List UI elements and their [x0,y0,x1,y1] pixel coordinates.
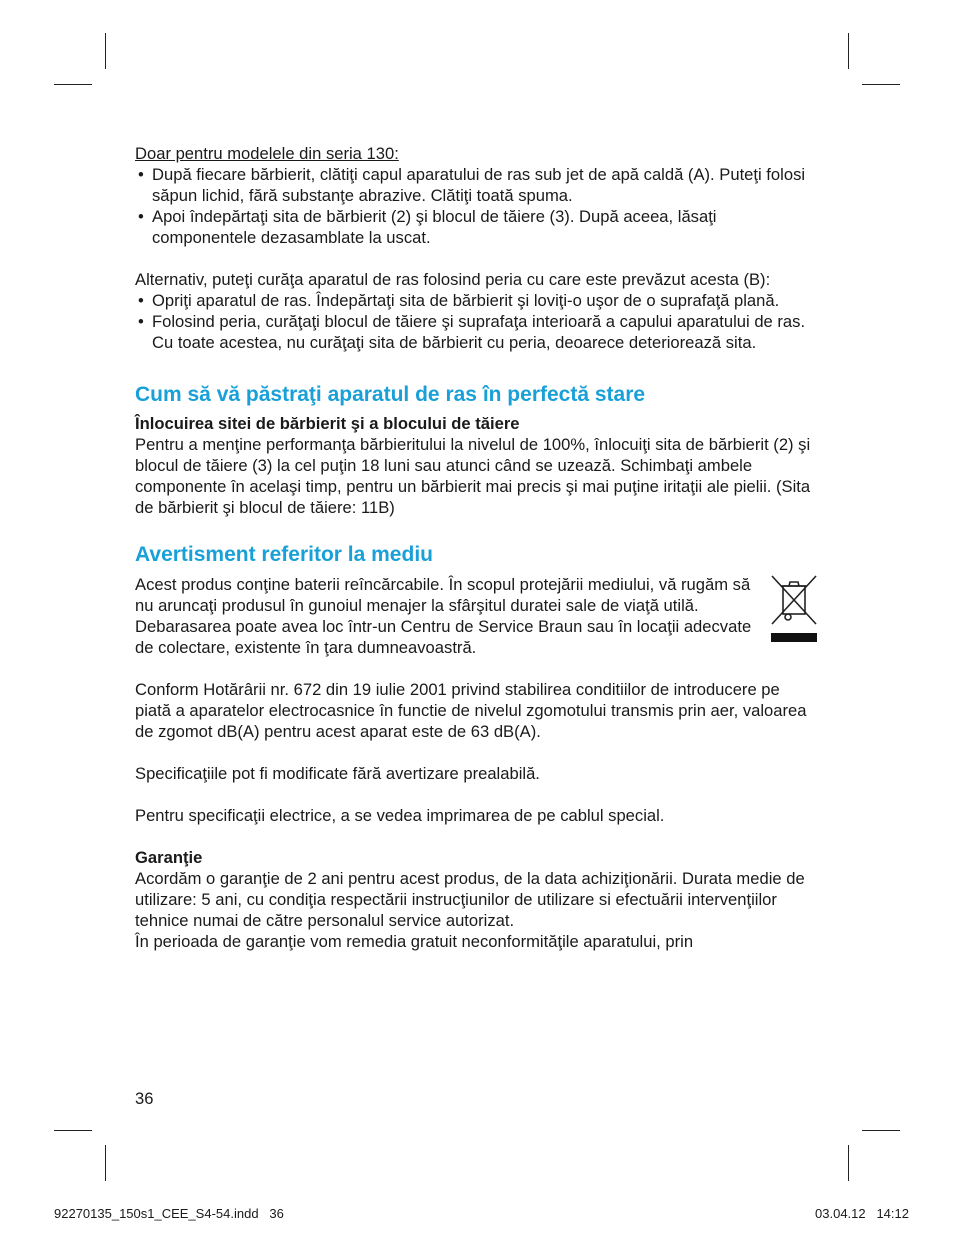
spec-notice: Specificaţiile pot fi modificate fără avertizare prealabilă. [135,764,540,783]
crop-mark [105,33,106,69]
noise-notice: Conform Hotărârii nr. 672 din 19 iulie 2001 privind stabilirea conditiilor de introducere pe piată a aparatelor electrocasnice în functie de nivelul zgomotului transmis prin aer, valoarea de zgomot dB(A) pentru acest aparat este de 63 dB(A). [135,680,807,741]
bullet: • [138,165,144,184]
crop-mark [54,84,92,85]
crop-mark [848,1145,849,1181]
warranty-body-continued: În perioada de garanţie vom remedia gratuit neconformităţile aparatului, prin [135,932,694,951]
list-item: • După fiecare bărbierit, clătiţi capul aparatului de ras sub jet de apă caldă (A). Puteţi folosi săpun lichid, fără substanţe abrazive. Clătiţi toată spuma. [138,165,806,205]
bullet: • [138,291,144,310]
environment-heading: Avertisment referitor la mediu [135,543,433,566]
section1-list [135,164,820,248]
maintenance-heading: Cum să vă păstraţi aparatul de ras în perfectă stare [135,383,646,406]
crop-mark [105,1145,106,1181]
list-item: • Apoi îndepărtaţi sita de bărbierit (2) şi blocul de tăiere (3). După aceea, lăsaţi componentele dezasamblate la uscat. [138,207,717,247]
crop-mark [862,84,900,85]
section1-intro: Doar pentru modelele din seria 130: [135,144,399,163]
footer-file-info: 92270135_150s1_CEE_S4-54.indd 36 [54,1206,284,1221]
environment-body: Acest produs conţine baterii reîncărcabile. În scopul protejării mediului, vă rugăm să nu aruncaţi produsul în gunoiul menajer la sfârşitul duratei sale de viaţă utilă. Debarasarea poate avea loc într-un Centru de Service Braun sau în locaţii adecvate de colectare, existente în ţara dumneavoastră. [135,575,752,657]
section2-list [135,290,820,353]
crop-mark [862,1130,900,1131]
bullet: • [138,312,144,331]
warranty-heading: Garanţie [135,848,203,867]
footer-timestamp: 03.04.12 14:12 [815,1206,909,1221]
crop-mark [848,33,849,69]
maintenance-subheading: Înlocuirea sitei de bărbierit şi a blocului de tăiere [135,414,520,433]
electric-notice: Pentru specificaţii electrice, a se vedea imprimarea de pe cablul special. [135,806,665,825]
bullet: • [138,207,144,226]
list-item: • Folosind peria, curăţaţi blocul de tăiere şi suprafaţa interioară a capului aparatului de ras. Cu toate acestea, nu curăţaţi sita de bărbierit cu peria, deoarece deteriorează sita. [138,312,806,352]
page-number: 36 [135,1089,154,1108]
section2-intro: Alternativ, puteţi curăţa aparatul de ras folosind peria cu care este prevăzut acesta (B): [135,270,771,289]
list-item: • Opriţi aparatul de ras. Îndepărtaţi sita de bărbierit şi loviţi-o uşor de o suprafaţă plană. [138,291,780,310]
environment-section [135,574,820,658]
crossed-out-wheelie-bin-icon [769,574,819,646]
page-content [135,143,820,952]
warranty-body: Acordăm o garanţie de 2 ani pentru acest produs, de la data achiziţionării. Durata medie de utilizare: 5 ani, cu condiţia respectării instrucţiunilor de utilizare si efectuării intervenţiilor tehnice numai de către personalul service autorizat. [135,869,805,930]
crop-mark [54,1130,92,1131]
maintenance-body: Pentru a menţine performanţa bărbieritului la nivelul de 100%, înlocuiţi sita de bărbierit (2) şi blocul de tăiere (3) la cel puţin 18 luni sau atunci când se uzează. Schimbaţi ambele componente în acelaşi timp, pentru un bărbierit mai precis şi mai puţine iritaţii ale pielii. (Sita de bărbierit şi blocul de tăiere: 11B) [135,435,811,517]
